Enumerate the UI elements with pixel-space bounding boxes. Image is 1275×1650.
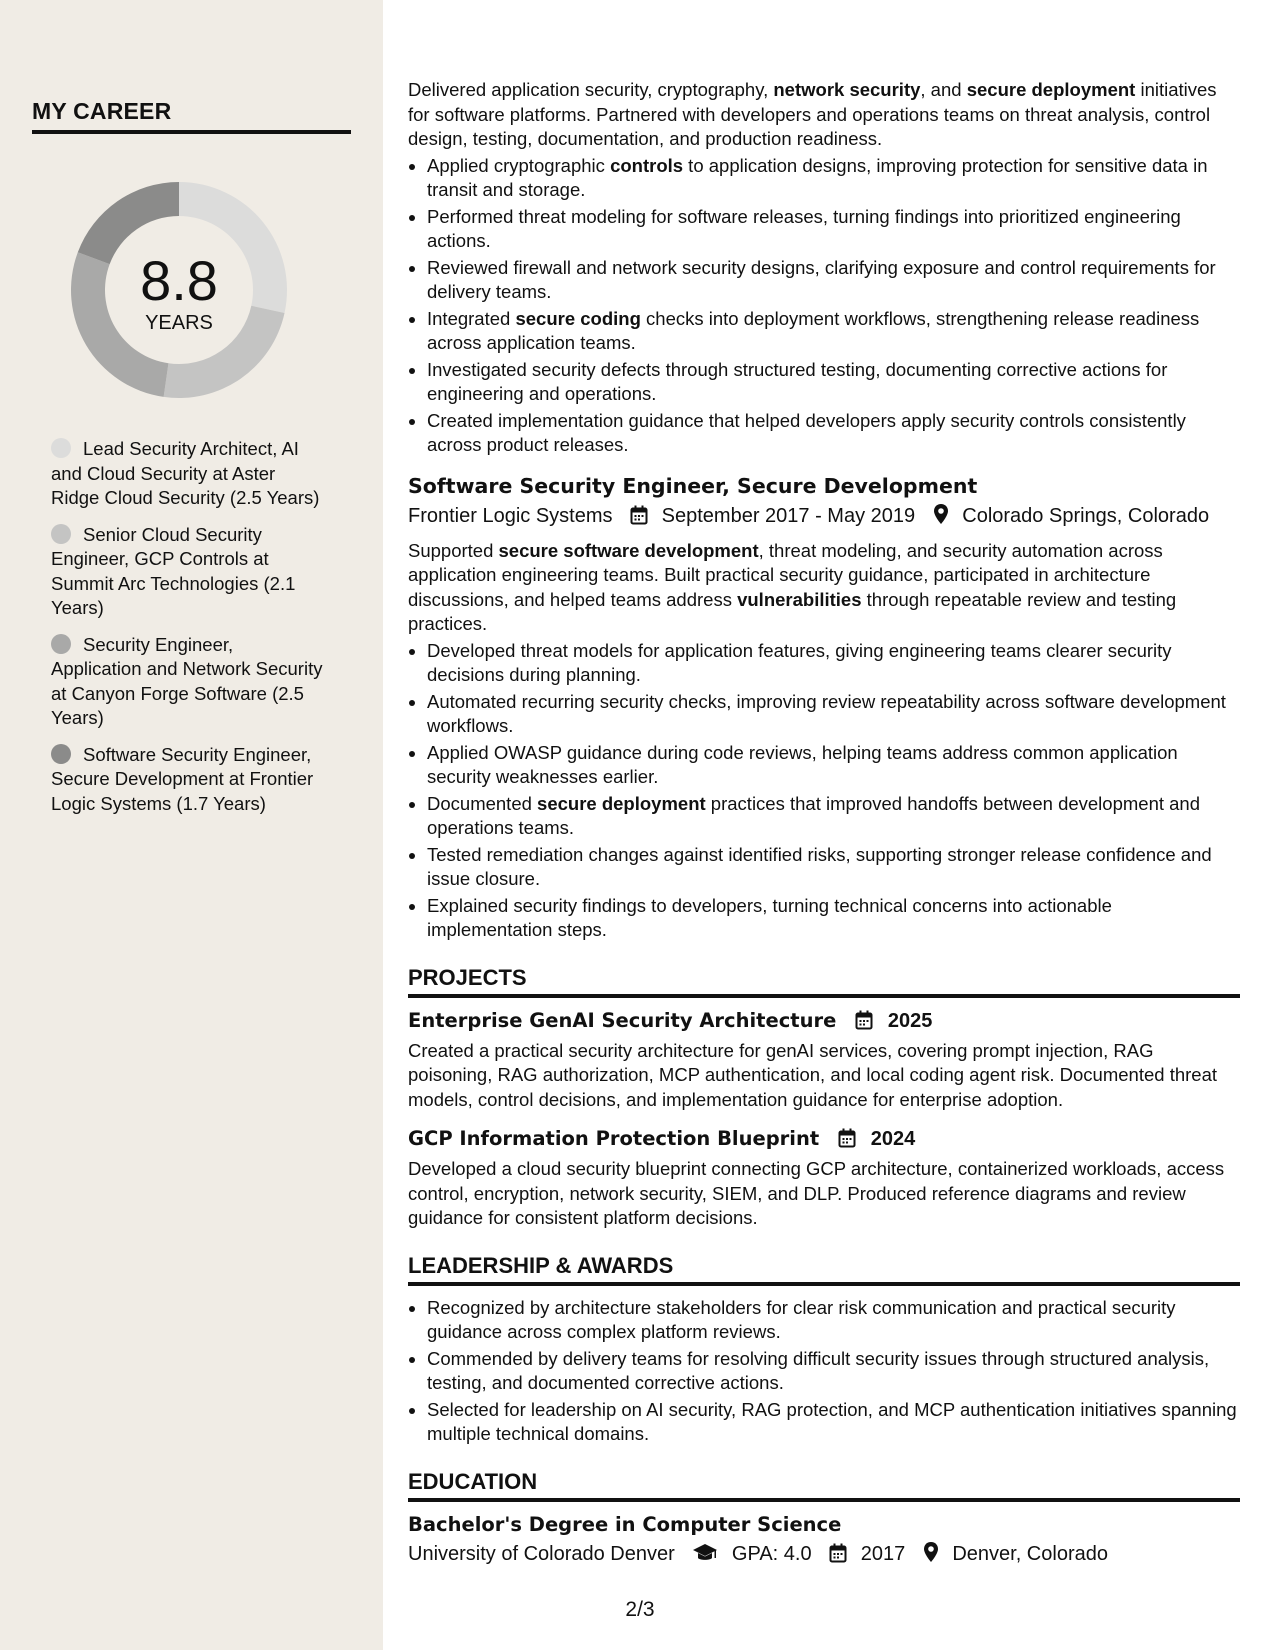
total-years-unit: YEARS: [145, 312, 213, 334]
map-pin-icon: [933, 503, 949, 533]
bullet-item: • Performed threat modeling for software releases, turning findings into prioritized engineering actions.: [427, 205, 1240, 254]
company-name: Frontier Logic Systems: [408, 504, 613, 527]
legend-dot: [51, 438, 71, 458]
calendar-icon: [829, 1543, 847, 1571]
calendar-icon: [838, 1128, 856, 1155]
projects-heading: PROJECTS: [408, 963, 1240, 998]
legend-label: Software Security Engineer, Secure Development at Frontier Logic Systems (1.7 Years): [51, 743, 314, 814]
bullet-item: • Applied OWASP guidance during code reviews, helping teams address common application security weaknesses earlier.: [427, 741, 1240, 790]
job-meta: [408, 502, 1240, 533]
calendar-icon: [630, 505, 648, 533]
career-title: MY CAREER: [32, 98, 351, 134]
legend-dot: [51, 744, 71, 764]
job-summary: Supported secure software development, threat modeling, and security automation across application engineering teams. Built practical security guidance, participated in architecture discussions, and helped teams address vulnerabilities through repeatable review and testing practices.: [408, 539, 1177, 634]
legend-item: [51, 633, 326, 731]
job-bullets: [408, 639, 1240, 943]
page-number: 2/3: [625, 1598, 655, 1621]
project-year: 2024: [870, 1128, 916, 1150]
education-heading: EDUCATION: [408, 1467, 1240, 1502]
bullet-item: • Documented secure deployment practices that improved handoffs between development and operations teams.: [427, 792, 1240, 841]
bullet-item: • Selected for leadership on AI security, RAG protection, and MCP authentication initiatives spanning multiple technical domains.: [427, 1398, 1240, 1447]
project-name: Enterprise GenAI Security Architecture: [408, 1008, 837, 1032]
intro-summary: Delivered application security, cryptography, network security, and secure deployment initiatives for software platforms. Partnered with developers and operations teams on threat analysis, control design, testing, documentation, and production readiness.: [408, 79, 1217, 149]
job-location: Colorado Springs, Colorado: [962, 504, 1210, 527]
bullet-item: • Recognized by architecture stakeholders for clear risk communication and practical security guidance across complex platform reviews.: [427, 1296, 1240, 1345]
total-years-value: 8.8: [140, 249, 218, 312]
bullet-item: • Explained security findings to developers, turning technical concerns into actionable implementation steps.: [427, 894, 1240, 943]
education-meta: [408, 1540, 1240, 1571]
gpa: GPA: 4.0: [731, 1542, 812, 1565]
education-location: Denver, Colorado: [952, 1542, 1108, 1565]
project-title-row: [408, 1008, 1240, 1037]
legend-item: [51, 743, 326, 817]
bullet-item: • Reviewed firewall and network security designs, clarifying exposure and control requirements for delivery teams.: [427, 256, 1240, 305]
bullet-item: • Applied cryptographic controls to application designs, improving protection for sensitive data in transit and storage.: [427, 154, 1240, 203]
bullet-item: • Tested remediation changes against identified risks, supporting stronger release confidence and issue closure.: [427, 843, 1240, 892]
bullet-item: • Investigated security defects through structured testing, documenting corrective actions for engineering and operations.: [427, 358, 1240, 407]
school-name: University of Colorado Denver: [408, 1542, 675, 1565]
graduation-cap-icon: [692, 1543, 718, 1571]
bullet-item: • Developed threat models for application features, giving engineering teams clearer security decisions during planning.: [427, 639, 1240, 688]
project-description: Developed a cloud security blueprint connecting GCP architecture, containerized workloads, access control, encryption, network security, SIEM, and DLP. Produced reference diagrams and review guidance for consistent platform decisions.: [408, 1158, 1225, 1228]
degree-title: Bachelor's Degree in Computer Science: [408, 1512, 842, 1536]
bullet-item: • Integrated secure coding checks into deployment workflows, strengthening release readiness across application teams.: [427, 307, 1240, 356]
job-title: Software Security Engineer, Secure Development: [408, 473, 978, 498]
leadership-heading: LEADERSHIP & AWARDS: [408, 1251, 1240, 1286]
intro-bullets: [408, 154, 1240, 458]
project-description: Created a practical security architecture for genAI services, covering prompt injection, RAG poisoning, RAG authorization, MCP authentication, and local coding agent risk. Documented threat models, control decisions, and implementation guidance for enterprise adoption.: [408, 1039, 1217, 1110]
project-name: GCP Information Protection Blueprint: [408, 1127, 820, 1150]
map-pin-icon: [923, 1541, 939, 1571]
bullet-item: • Automated recurring security checks, improving review repeatability across software development workflows.: [427, 690, 1240, 739]
leadership-bullets: [408, 1296, 1240, 1447]
legend-dot: [51, 524, 71, 544]
career-legend: [51, 437, 326, 828]
legend-item: [51, 523, 326, 621]
legend-dot: [51, 634, 71, 654]
project-item: [408, 1126, 1240, 1231]
legend-item: [51, 437, 326, 511]
job-dates: September 2017 - May 2019: [661, 504, 916, 527]
bullet-item: • Commended by delivery teams for resolving difficult security issues through structured analysis, testing, and documented corrective actions.: [427, 1347, 1240, 1396]
project-item: [408, 1008, 1240, 1113]
graduation-year: 2017: [860, 1542, 906, 1565]
main-content: [408, 78, 1240, 1577]
sidebar: [0, 0, 383, 1650]
bullet-item: • Created implementation guidance that helped developers apply security controls consistently across product releases.: [427, 409, 1240, 458]
project-title-row: [408, 1126, 1240, 1155]
calendar-icon: [855, 1010, 873, 1037]
legend-label: Security Engineer, Application and Network Security at Canyon Forge Software (2.5 Years): [51, 633, 323, 728]
legend-label: Senior Cloud Security Engineer, GCP Controls at Summit Arc Technologies (2.1 Years): [51, 523, 296, 618]
legend-label: Lead Security Architect, AI and Cloud Security at Aster Ridge Cloud Security (2.5 Years): [51, 438, 320, 508]
project-year: 2025: [887, 1009, 933, 1032]
